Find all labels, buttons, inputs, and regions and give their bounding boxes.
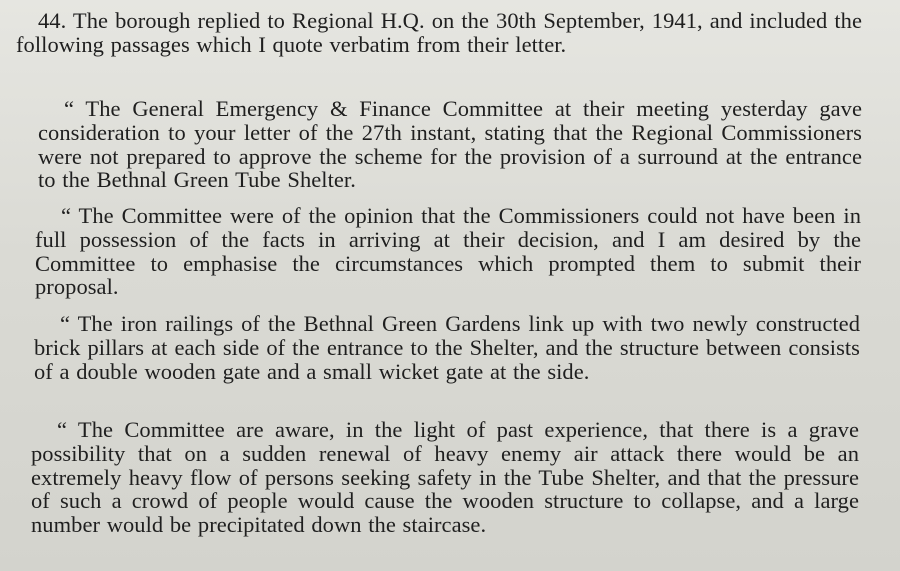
quote-paragraph-commissioners-opinion: “ The Committee were of the opinion that the Commissioners could not have been in full possession of the facts in arriving at their decision, and I am desired by the Committee to emphasise the circumstances which prompted them to submit their proposal. [35,203,861,300]
quote-paragraph-iron-railings: “ The iron railings of the Bethnal Green Gardens link up with two newly constructed brick pillars at each side of the entrance to the Shelter, and the structure between consists of a double wooden gate and a small wicket gate at the side. [34,311,860,384]
quote-paragraph-crowd-pressure: “ The Committee are aware, in the light of past experience, that there is a grave possibility that on a sudden renewal of heavy enemy air attack there would be an extremely heavy flow of persons seeking safety in the Tube Shelter, and that the pressure of such a crowd of people would cause the wooden structure to collapse, and a large number would be precipitated down the staircase. [31,417,859,538]
paragraph-44-intro: 44. The borough replied to Regional H.Q. on the 30th September, 1941, and included the following passages which I quote verbatim from their letter. [16,8,862,57]
quote-paragraph-committee-meeting: “ The General Emergency & Finance Committee at their meeting yesterday gave consideration to your letter of the 27th instant, stating that the Regional Commissioners were not prepared to approve the scheme for the provision of a surround at the entrance to the Bethnal Green Tube Shelter. [38,96,862,193]
